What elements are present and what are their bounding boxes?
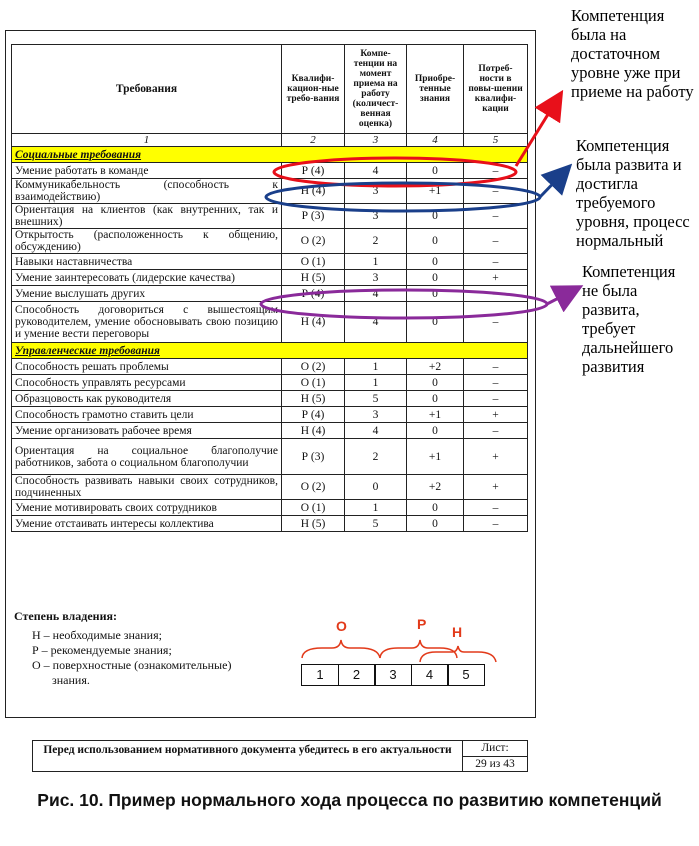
needs-cell: – xyxy=(464,423,528,439)
needs-cell: – xyxy=(464,302,528,343)
hire-level-cell: 4 xyxy=(345,163,407,179)
purple-arrow xyxy=(547,288,578,304)
requirement-cell: Способность решать проблемы xyxy=(12,359,282,375)
needs-cell: – xyxy=(464,254,528,270)
needs-cell: + xyxy=(464,439,528,475)
column-number: 1 xyxy=(12,134,282,147)
qualification-cell: О (1) xyxy=(282,375,345,391)
acquired-cell: 0 xyxy=(407,391,464,407)
legend-o: О – поверхностные (ознакомительные) xyxy=(32,658,232,672)
hire-level-cell: 1 xyxy=(345,254,407,270)
acquired-cell: 0 xyxy=(407,423,464,439)
needs-cell: + xyxy=(464,475,528,500)
qualification-cell: О (1) xyxy=(282,500,345,516)
hire-level-cell: 1 xyxy=(345,500,407,516)
scale-cell: 3 xyxy=(374,664,412,686)
sheet-label: Лист: xyxy=(463,741,527,757)
requirement-cell: Ориентация на клиентов (как внутренних, так и внешних) xyxy=(12,204,282,229)
hire-level-cell: 1 xyxy=(345,375,407,391)
acquired-cell: +1 xyxy=(407,179,464,204)
acquired-cell: 0 xyxy=(407,500,464,516)
hire-level-cell: 1 xyxy=(345,359,407,375)
acquired-cell: 0 xyxy=(407,229,464,254)
acquired-cell: 0 xyxy=(407,204,464,229)
header-qualification: Квалифи-кацион-ные требо-вания xyxy=(282,45,345,134)
acquired-cell: 0 xyxy=(407,286,464,302)
acquired-cell: 0 xyxy=(407,163,464,179)
requirement-cell: Коммуникабельность (способность к взаимодействию) xyxy=(12,179,282,204)
requirement-cell: Умение отстаивать интересы коллектива xyxy=(12,516,282,532)
requirement-cell: Умение организовать рабочее время xyxy=(12,423,282,439)
needs-cell: – xyxy=(464,229,528,254)
acquired-cell: +1 xyxy=(407,439,464,475)
column-number: 4 xyxy=(407,134,464,147)
qualification-cell: Н (4) xyxy=(282,302,345,343)
requirement-cell: Умение мотивировать своих сотрудников xyxy=(12,500,282,516)
hire-level-cell: 3 xyxy=(345,204,407,229)
needs-cell: – xyxy=(464,179,528,204)
hire-level-cell: 0 xyxy=(345,475,407,500)
legend-o-cont: знания. xyxy=(52,673,90,687)
section-title: Управленческие требования xyxy=(12,343,528,359)
red-arrow xyxy=(516,95,560,166)
needs-cell: – xyxy=(464,391,528,407)
scale-label-o: О xyxy=(336,618,347,634)
section-title: Социальные требования xyxy=(12,147,528,163)
acquired-cell: +1 xyxy=(407,407,464,423)
legend-n: Н – необходимые знания; xyxy=(32,628,162,642)
qualification-cell: О (2) xyxy=(282,229,345,254)
hire-level-cell: 5 xyxy=(345,391,407,407)
annotation-red: Компетенция была на достаточном уровне уже при приеме на работу xyxy=(571,6,694,101)
annotation-purple: Компетенция не была развита, требует дальнейшего развития xyxy=(582,262,676,376)
hire-level-cell: 3 xyxy=(345,407,407,423)
acquired-cell: 0 xyxy=(407,516,464,532)
requirement-cell: Умение заинтересовать (лидерские качества) xyxy=(12,270,282,286)
needs-cell: – xyxy=(464,286,528,302)
qualification-cell: О (2) xyxy=(282,475,345,500)
hire-level-cell: 2 xyxy=(345,229,407,254)
hire-level-cell: 4 xyxy=(345,423,407,439)
blue-arrow xyxy=(540,168,568,197)
qualification-cell: Р (3) xyxy=(282,439,345,475)
header-acquired: Приобре-тенные знания xyxy=(407,45,464,134)
sheet-value: 29 из 43 xyxy=(475,758,515,770)
requirement-cell: Способность развивать навыки своих сотрудников, подчиненных xyxy=(12,475,282,500)
needs-cell: + xyxy=(464,407,528,423)
needs-cell: – xyxy=(464,204,528,229)
acquired-cell: 0 xyxy=(407,254,464,270)
qualification-cell: Р (4) xyxy=(282,407,345,423)
requirement-cell: Умение работать в команде xyxy=(12,163,282,179)
annotation-blue: Компетенция была развита и достигла требуемого уровня, процесс нормальный xyxy=(576,136,690,250)
requirement-cell: Способность договориться с вышестоящим руководителем, умение обосновывать свою позицию и умение вести переговоры xyxy=(12,302,282,343)
scale-label-n: Н xyxy=(452,624,463,640)
legend-title: Степень владения: xyxy=(14,609,117,623)
acquired-cell: 0 xyxy=(407,375,464,391)
requirement-cell: Способность грамотно ставить цели xyxy=(12,407,282,423)
column-number: 3 xyxy=(345,134,407,147)
needs-cell: – xyxy=(464,163,528,179)
column-number: 2 xyxy=(282,134,345,147)
needs-cell: + xyxy=(464,270,528,286)
purple-highlight-ellipse xyxy=(261,290,547,318)
qualification-cell: Р (4) xyxy=(282,286,345,302)
needs-cell: – xyxy=(464,516,528,532)
scale-label-r: Р xyxy=(417,616,427,632)
needs-cell: – xyxy=(464,359,528,375)
bracket-r xyxy=(380,640,457,658)
hire-level-cell: 3 xyxy=(345,179,407,204)
acquired-cell: 0 xyxy=(407,270,464,286)
hire-level-cell: 4 xyxy=(345,302,407,343)
needs-cell: – xyxy=(464,500,528,516)
column-number: 5 xyxy=(464,134,528,147)
scale-cell: 5 xyxy=(447,664,485,686)
scale-cell: 1 xyxy=(301,664,339,686)
needs-cell: – xyxy=(464,375,528,391)
qualification-cell: Н (4) xyxy=(282,179,345,204)
hire-level-cell: 5 xyxy=(345,516,407,532)
qualification-cell: О (2) xyxy=(282,359,345,375)
qualification-cell: Р (4) xyxy=(282,163,345,179)
header-competence-at-hire: Компе-тенции на момент приема на работу (количест-венная оценка) xyxy=(345,45,407,134)
scale-cell: 4 xyxy=(411,664,449,686)
requirement-cell: Способность управлять ресурсами xyxy=(12,375,282,391)
header-requirements: Требования xyxy=(12,45,282,134)
requirement-cell: Открытость (расположенность к общению, обсуждению) xyxy=(12,229,282,254)
requirement-cell: Умение выслушать других xyxy=(12,286,282,302)
bracket-o xyxy=(302,640,380,658)
qualification-cell: Н (5) xyxy=(282,391,345,407)
requirement-cell: Навыки наставничества xyxy=(12,254,282,270)
figure-caption: Рис. 10. Пример нормального хода процесса по развитию компетенций xyxy=(37,790,662,810)
hire-level-cell: 2 xyxy=(345,439,407,475)
qualification-cell: Н (5) xyxy=(282,270,345,286)
qualification-cell: Н (5) xyxy=(282,516,345,532)
hire-level-cell: 3 xyxy=(345,270,407,286)
acquired-cell: 0 xyxy=(407,302,464,343)
header-needs: Потреб-ности в повы-шении квалифи-кации xyxy=(464,45,528,134)
qualification-cell: Р (3) xyxy=(282,204,345,229)
hire-level-cell: 4 xyxy=(345,286,407,302)
acquired-cell: +2 xyxy=(407,359,464,375)
acquired-cell: +2 xyxy=(407,475,464,500)
footer-note: Перед использованием нормативного документа убедитесь в его актуальности xyxy=(33,741,463,771)
scale-cell: 2 xyxy=(338,664,376,686)
requirement-cell: Ориентация на социальное благополучие работников, забота о социальном благополучии xyxy=(12,439,282,475)
legend-r: Р – рекомендуемые знания; xyxy=(32,643,172,657)
requirement-cell: Образцовость как руководителя xyxy=(12,391,282,407)
qualification-cell: Н (4) xyxy=(282,423,345,439)
qualification-cell: О (1) xyxy=(282,254,345,270)
